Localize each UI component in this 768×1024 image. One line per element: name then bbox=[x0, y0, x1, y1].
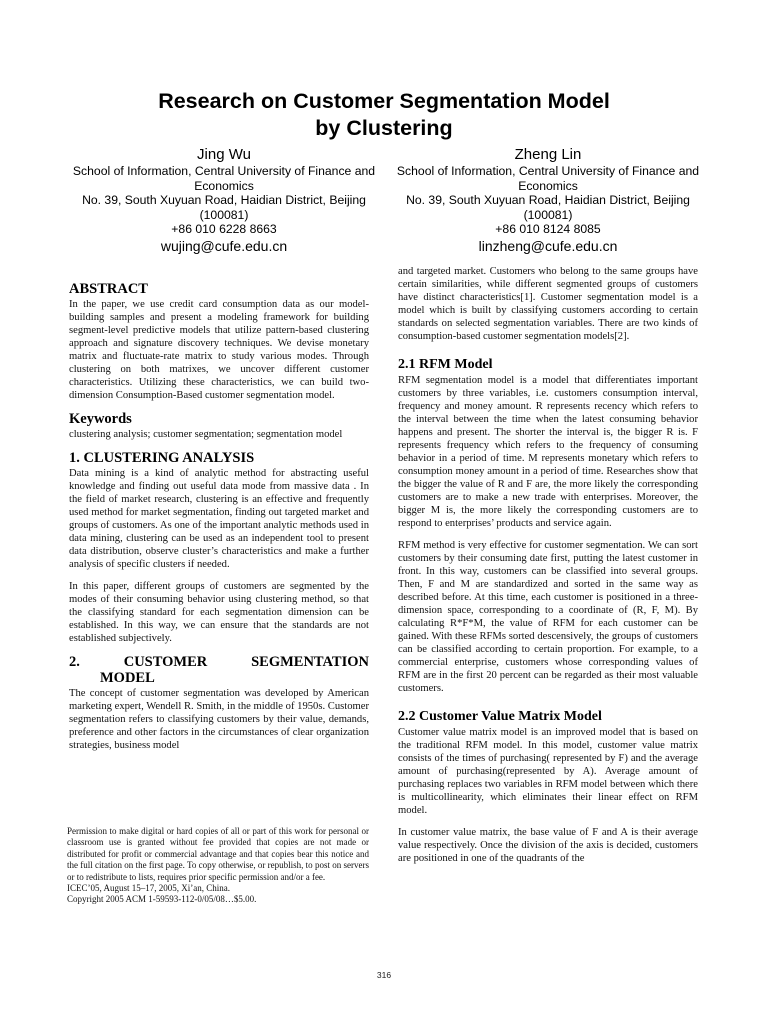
section-1-paragraph: Data mining is a kind of analytic method for abstracting useful knowledge and finding out useful data mode from massive data . In the field of market research, clustering is an effective and frequently used method for market segmentation, finding out targeted market and groups of customers. As one of the important analytic methods used in data mining, clustering can be used as an independent tool to present data distribution, observe cluster’s characteristics and make a further analysis of specific clusters if needed. bbox=[69, 468, 369, 570]
keywords-text: clustering analysis; customer segmentation; segmentation model bbox=[69, 429, 343, 440]
right-column bbox=[398, 265, 698, 874]
author-phone: +86 010 8124 8085 bbox=[495, 222, 601, 237]
abstract-heading: ABSTRACT bbox=[69, 281, 148, 297]
section-2-1-heading: 2.1 RFM Model bbox=[398, 357, 493, 372]
permission-text: Permission to make digital or hard copies of all or part of this work for personal or classroom use is granted without fee provided that copies are not made or distributed for profit or commercial advantage and that copies bear this notice and the full citation on the first page. To copy otherwise, or republish, to post on servers or to redistribute to lists, requires prior specific permission and/or a fee. bbox=[67, 826, 369, 882]
section-2-2-paragraph: In customer value matrix, the base value of F and A is their average value respectively. Once the division of the axis is decided, customers are positioned in one of the quadrants of the bbox=[398, 827, 698, 864]
section-2-2-paragraph: Customer value matrix model is an improved model that is based on the traditional RFM model. In this model, customer value matrix consists of the times of purchasing( represented by F) and the average amount of purchasing(represented by A). Average amount of purchasing replaces two variables in RFM model between which there is multicollinearity, which eliminates their linear effect on RFM model. bbox=[398, 727, 698, 816]
author-email[interactable]: linzheng@cufe.edu.cn bbox=[478, 237, 618, 254]
abstract-text: In the paper, we use credit card consumption data as our model-building samples and present a modeling framework for building segment-level predictive models that utilize pattern-based clustering approach and signature discovery techniques. We devise monetary matrix and fluctuate-rate matrix to study various modes. Through clustering on both matrixes, we uncover different customer characteristics. Utilizing these characteristics, we can build two-dimension Consumption-Based customer segmentation model. bbox=[69, 299, 369, 401]
author-phone: +86 010 6228 8663 bbox=[171, 222, 277, 237]
author-affiliation: School of Information, Central University of Finance and Economics bbox=[72, 164, 376, 193]
author-address: No. 39, South Xuyuan Road, Haidian District, Beijing (100081) bbox=[82, 193, 366, 222]
section-2-heading-num: 2. bbox=[69, 654, 80, 670]
author-address: No. 39, South Xuyuan Road, Haidian District, Beijing (100081) bbox=[406, 193, 690, 222]
keywords-heading: Keywords bbox=[69, 411, 132, 427]
title-line-1: Research on Customer Segmentation Model bbox=[158, 89, 610, 113]
section-2-heading-word1: CUSTOMER bbox=[123, 654, 208, 670]
conference-venue: ICEC’05, August 15–17, 2005, Xi’an, China. bbox=[67, 883, 230, 894]
copyright-line: Copyright 2005 ACM 1-59593-112-0/05/08…$5.00. bbox=[67, 894, 257, 905]
section-2-heading-line2: MODEL bbox=[100, 670, 155, 686]
section-2-paragraph-continued: and targeted market. Customers who belong to the same groups have certain similarities, while different segmented groups of customers have distinct characteristics[1]. Customer segmentation model is a model which is built by classifying customers according to certain standards on selected segmentation variables. There are two kinds of consumption-based customer segmentation models[2]. bbox=[398, 266, 698, 342]
author-email[interactable]: wujing@cufe.edu.cn bbox=[160, 237, 288, 254]
author-block bbox=[66, 145, 706, 256]
section-2-1-paragraph: RFM segmentation model is a model that differentiates important customers by three variables, i.e. customers consumption interval, frequency and money amount. R represents recency which refers to the interval between the time when the latest consuming behavior happens and present. The shorter the interval is, the bigger R is. F represents frequency which refers to the frequency of consuming behavior in a period of time. M represents monetary which refers to consumption money amount in a period of time. Researches show that the bigger the value of R and F are, the more likely the corresponding customers are to make a new trade with enterprises. Moreover, the bigger M is, the more likely the corresponding customers are to respond to enterprises’ products and service again. bbox=[398, 375, 698, 529]
left-column bbox=[69, 265, 369, 761]
section-2-heading bbox=[69, 654, 369, 670]
section-2-1-paragraph: RFM method is very effective for customer segmentation. We can sort customers by their consuming date first, putting the latest customer in front. In this way, customers can be classified into several groups. Then, F and M are standardized and sorted in the same way as described before. At this time, each customer is positioned in a three-dimension space, corresponding to a coordinate of (R, F, M). By calculating R*F*M, the value of RFM for each customer can be gained. With these RFMs sorted descensively, the groups of customers can be classified according to certain proportion. For example, to a commercial enterprise, customers whose corresponding values of RFM are in the first 20 percent can be regarded as their most valuable customers. bbox=[398, 540, 698, 694]
paper-title bbox=[40, 88, 728, 142]
author-2 bbox=[390, 145, 706, 256]
section-2-heading-word2: SEGMENTATION bbox=[251, 654, 369, 670]
author-name: Zheng Lin bbox=[514, 146, 582, 163]
page-number: 316 bbox=[376, 970, 392, 980]
author-name: Jing Wu bbox=[197, 146, 251, 163]
title-line-2: by Clustering bbox=[315, 116, 453, 140]
section-1-paragraph: In this paper, different groups of customers are segmented by the modes of their consuming behavior using clustering method, so that the classifying standard for each segmentation dimension can be established. In this way, we can ensure that the standards are not established subjectively. bbox=[69, 581, 369, 644]
permission-notice bbox=[67, 826, 369, 906]
section-2-paragraph: The concept of customer segmentation was developed by American marketing expert, Wendell R. Smith, in the middle of 1950s. Customer segmentation refers to classifying customers by their value, demands, preference and other factors in the circumstances of clear organization strategies, business model bbox=[69, 688, 369, 751]
author-1 bbox=[66, 145, 382, 256]
section-1-heading: 1. CLUSTERING ANALYSIS bbox=[69, 450, 255, 466]
author-affiliation: School of Information, Central University of Finance and Economics bbox=[396, 164, 700, 193]
section-2-2-heading: 2.2 Customer Value Matrix Model bbox=[398, 709, 602, 724]
